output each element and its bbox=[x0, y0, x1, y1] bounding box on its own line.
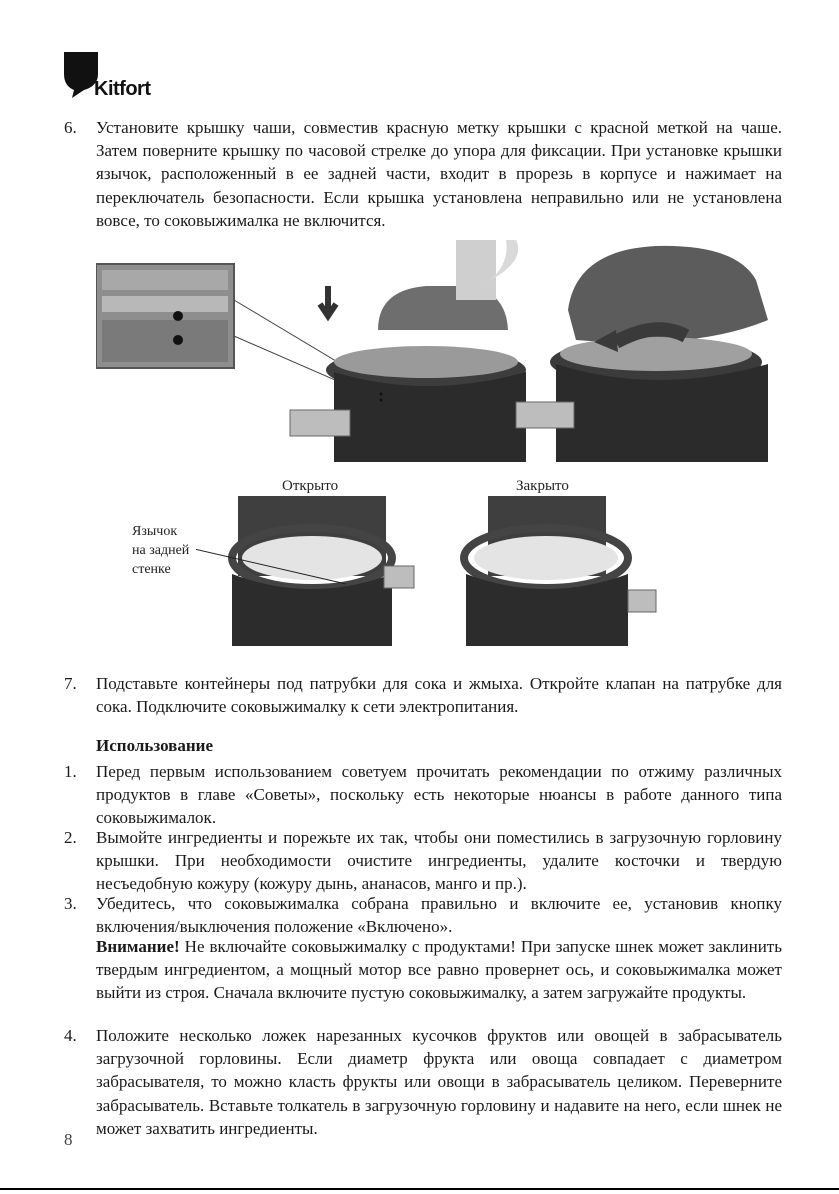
step-number: 4. bbox=[64, 1026, 77, 1045]
callout-text: Язычок на задней стенке bbox=[132, 524, 190, 577]
juicer-photo-rotating bbox=[516, 246, 768, 462]
brand-name: Kitfort bbox=[94, 78, 151, 100]
step-text: Установите крышку чаши, совместив красную метку крышки с красной меткой на чаше. Затем поверните крышку по часовой стрелке до упора для фиксации. При установке крышки язычок, расположенный в ее задней части, входит в прорезь в корпусе и нажимает на переключатель безопасности. Если крышка установлена неправильно или не установлена вовсе, то соковыжималка не включится. bbox=[96, 118, 782, 230]
caption-open: Открыто bbox=[282, 478, 339, 494]
caption-closed: Закрыто bbox=[516, 478, 569, 494]
lid-open-illustration bbox=[196, 496, 414, 646]
step-7 bbox=[64, 672, 782, 718]
usage-step-4 bbox=[64, 1024, 782, 1140]
red-mark-bowl bbox=[173, 335, 183, 345]
brand-logo bbox=[64, 52, 174, 104]
open-closed-illustration bbox=[196, 496, 666, 646]
usage-step-3 bbox=[64, 892, 782, 938]
juicer-photo-placing bbox=[290, 240, 526, 462]
usage-step-2 bbox=[64, 826, 782, 896]
step-text: Перед первым использованием советуем прочитать рекомендации по отжиму различных продуктов в главе «Советы», поскольку есть некоторые нюансы в работе данного типа соковыжималок. bbox=[96, 762, 782, 828]
step-text: Положите несколько ложек нарезанных кусочков фруктов или овощей в забрасыватель загрузочной горловины. Если диаметр фрукта или овоща совпадает с диаметром забрасывателя, то можно класть фрукты или овощи в забрасыватель целиком. Переверните забрасыватель. Вставьте толкатель в загрузочную горловину и надавите на него, если шнек не может захватить ингредиенты. bbox=[96, 1026, 782, 1138]
lid-installation-photos bbox=[96, 240, 768, 462]
step-number: 2. bbox=[64, 828, 77, 847]
page-bottom-rule bbox=[0, 1188, 839, 1190]
usage-heading: Использование bbox=[96, 736, 213, 755]
step-number: 3. bbox=[64, 894, 77, 913]
step-number: 1. bbox=[64, 762, 77, 781]
step-number: 7. bbox=[64, 674, 77, 693]
callout-tab-label bbox=[132, 522, 189, 579]
step-6 bbox=[64, 116, 782, 232]
warning-text: Не включайте соковыжималку с продуктами! При запуске шнек может заклинить твердым ингредиентом, а мощный мотор все равно провернет ось, и соковыжималка может выйти из строя. Сначала включите пустую соковыжималку, а затем загружайте продукты. bbox=[96, 937, 782, 1003]
page-number: 8 bbox=[64, 1130, 73, 1149]
step-text: Подставьте контейнеры под патрубки для сока и жмыха. Откройте клапан на патрубке для сока. Подключите соковыжималку к сети электропитания. bbox=[96, 674, 782, 717]
usage-step-1 bbox=[64, 760, 782, 830]
kitfort-logo-icon bbox=[64, 52, 98, 98]
lid-closed-illustration bbox=[464, 496, 656, 646]
red-mark-lid bbox=[173, 311, 183, 321]
step-text: Убедитесь, что соковыжималка собрана правильно и включите ее, установив кнопку включения/выключения положение «Включено». bbox=[96, 894, 782, 937]
warning-label: Внимание! bbox=[96, 937, 180, 956]
step-text: Вымойте ингредиенты и порежьте их так, чтобы они поместились в загрузочную горловину крышки. При необходимости очистите ингредиенты, удалите косточки и твердую несъедобную кожуру (кожуру дынь, ананасов, манго и пр.). bbox=[96, 828, 782, 894]
warning-note bbox=[96, 935, 782, 1005]
step-number: 6. bbox=[64, 118, 77, 137]
